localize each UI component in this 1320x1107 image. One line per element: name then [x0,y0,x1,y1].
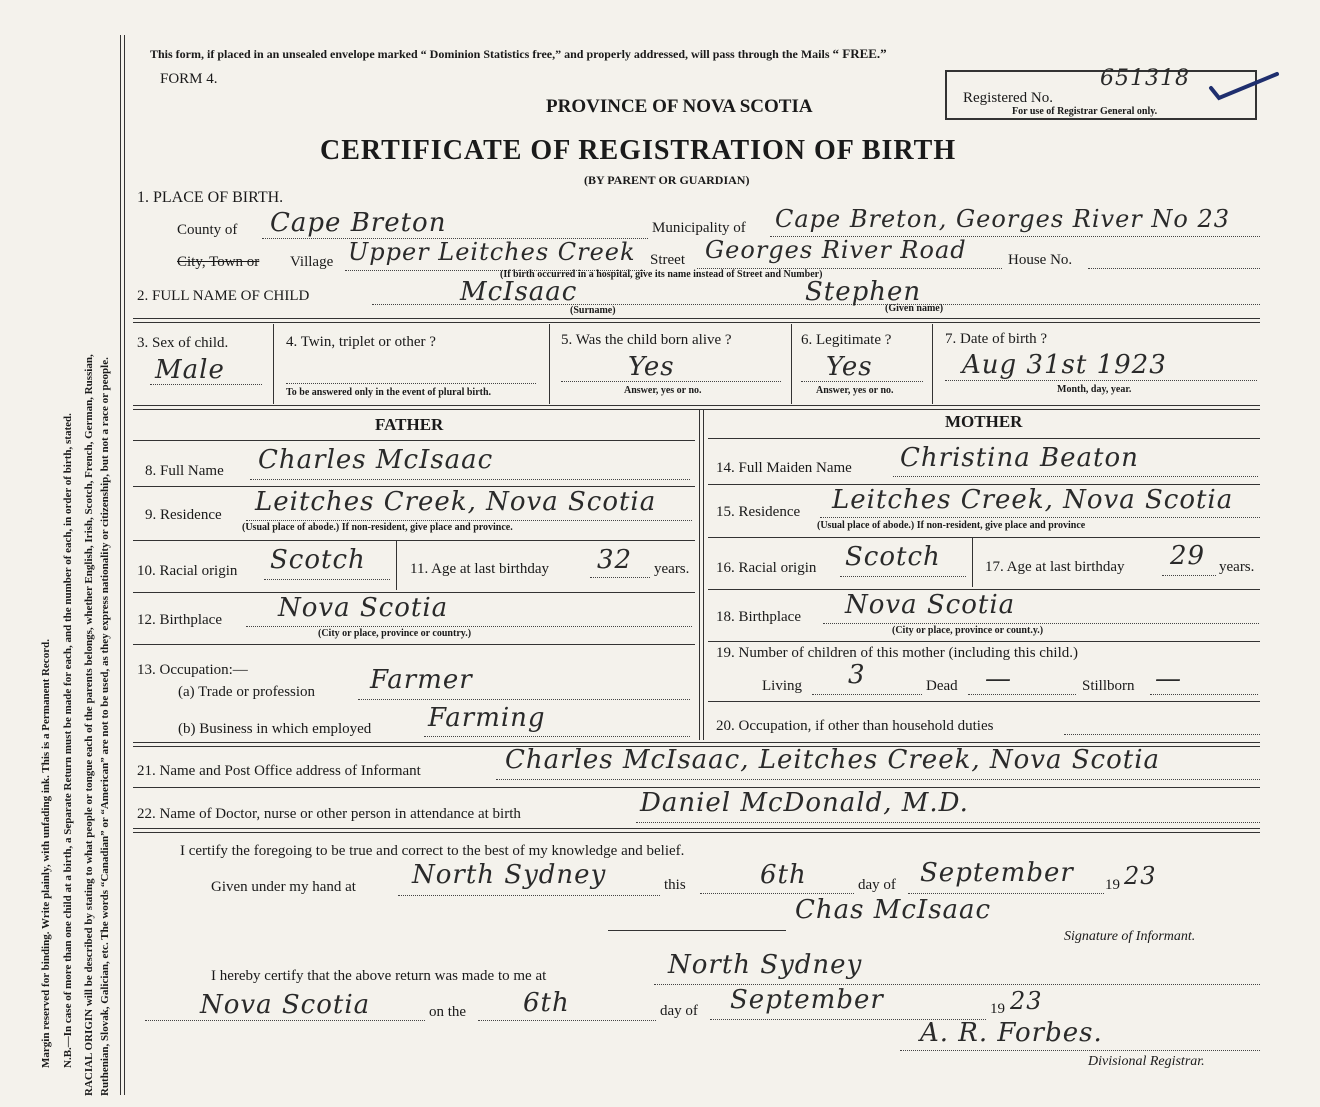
child-given-name: Stephen [805,277,922,307]
father-occupation-label: 13. Occupation:— [137,662,248,678]
registrar-year-value: 23 [1010,987,1043,1015]
mother-rule-19 [708,701,1260,702]
child-name-label: 2. FULL NAME OF CHILD [137,288,310,304]
registrar-day-value: 6th [523,988,570,1018]
county-label: County of [177,222,238,238]
father-name-line [250,479,690,480]
form-number: FORM 4. [160,71,218,87]
dead-label: Dead [926,678,958,694]
mother-race-value: Scotch [845,542,941,572]
mother-residence-value: Leitches Creek, Nova Scotia [832,485,1234,515]
father-rule-12 [133,644,695,645]
mother-occupation-line [1064,734,1260,735]
mother-age-value: 29 [1170,541,1206,571]
sex-line [150,384,262,385]
alive-label: 5. Was the child born alive ? [561,332,732,348]
registrar-place2-line [145,1020,425,1021]
alive-value: Yes [628,352,675,382]
father-residence-value: Leitches Creek, Nova Scotia [255,487,657,517]
dob-line [945,380,1257,381]
rule-after-doctor [133,828,1260,833]
mother-occupation-label: 20. Occupation, if other than household duties [716,718,994,734]
divider-6-7 [932,324,933,404]
divider-4-5 [549,324,550,404]
registrar-place-value: North Sydney [668,950,863,980]
living-label: Living [762,678,802,694]
surname-note: (Surname) [570,305,616,316]
living-value: 3 [848,660,866,690]
father-business-value: Farming [428,703,546,733]
mother-race-line [840,576,966,577]
certificate-subtitle: (BY PARENT OR GUARDIAN) [584,173,750,187]
dob-note: Month, day, year. [1057,384,1132,395]
legitimate-line [801,381,923,382]
father-rule-9 [133,540,695,541]
alive-line [561,381,781,382]
given-year-value: 23 [1124,862,1157,890]
informant-value: Charles McIsaac, Leitches Creek, Nova Scotia [505,745,1161,775]
side-note-binding: Margin reserved for binding. Write plainly, with unfading ink. This is a Permanent Record. [40,639,52,1068]
sex-value: Male [155,355,225,385]
dead-line [968,694,1076,695]
stillborn-line [1150,694,1258,695]
municipality-label: Municipality of [652,220,746,236]
city-town-label: City, Town or [177,254,260,270]
twin-note: To be answered only in the event of plural birth. [286,387,492,398]
doctor-value: Daniel McDonald, M.D. [640,788,969,818]
registered-note: For use of Registrar General only. [1012,106,1158,117]
mother-residence-label: 15. Residence [716,504,801,520]
given-under-label: Given under my hand at [211,879,356,895]
father-trade-line [358,699,690,700]
mother-heading-rule [708,438,1260,439]
signature-line-left [608,930,786,931]
stillborn-value: — [1155,664,1182,694]
divider-5-6 [791,324,792,404]
street-value: Georges River Road [705,236,967,264]
father-trade-label: (a) Trade or profession [178,684,316,700]
registrar-month-value: September [730,985,884,1015]
registrar-signature-line [900,1050,1260,1051]
father-trade-value: Farmer [370,665,473,695]
doctor-line [636,822,1260,823]
mother-residence-note: (Usual place of abode.) If non-resident, give place and province [817,520,1086,531]
father-name-value: Charles McIsaac [258,445,494,475]
house-number-line [1088,268,1260,269]
street-label: Street [650,252,685,268]
mother-heading: MOTHER [945,412,1023,431]
given-place-line [398,895,660,896]
divider-3-4 [273,324,274,404]
informant-line [496,779,1260,780]
municipality-value: Cape Breton, Georges River No 23 [775,205,1231,233]
mail-notice-free: “ FREE.” [832,46,887,61]
given-month-value: September [920,858,1074,888]
dob-label: 7. Date of birth ? [945,331,1048,347]
given-year-prefix: 19 [1105,877,1120,893]
given-day-value: 6th [760,860,807,890]
registrar-statement: I hereby certify that the above return was made to me at [211,968,547,984]
informant-signature-label: Signature of Informant. [1064,929,1196,944]
registrar-signature: A. R. Forbes. [920,1018,1103,1048]
dob-value: Aug 31st 1923 [962,350,1167,380]
dead-value: — [985,664,1012,694]
side-note-racial-origin: RACIAL ORIGIN will be described by stating to what people or tongue each of the parents belongs, whether English, Irish, Scotch, French, German, Russian, [83,354,95,1096]
given-month-line [908,893,1104,894]
mother-birthplace-note: (City or place, province or count.y.) [892,625,1044,636]
registered-number: 651318 [1100,66,1190,91]
county-value: Cape Breton [270,208,447,238]
twin-label: 4. Twin, triplet or other ? [286,334,436,350]
mother-divider-16-17 [972,537,973,587]
mother-name-label: 14. Full Maiden Name [716,460,852,476]
mother-age-label: 17. Age at last birthday [985,559,1125,575]
father-birthplace-note: (City or place, province or country.) [318,628,472,639]
father-business-label: (b) Business in which employed [178,721,372,737]
legitimate-value: Yes [826,352,873,382]
father-residence-line [246,520,692,521]
hospital-note: (If birth occurred in a hospital, give its name instead of Street and Number) [500,269,823,280]
parents-divider [699,410,704,740]
father-age-value: 32 [597,545,633,575]
informant-signature: Chas McIsaac [795,895,992,925]
father-age-label: 11. Age at last birthday [410,561,549,577]
father-residence-note: (Usual place of abode.) If non-resident, give place and province. [242,522,513,533]
checkmark-icon [1205,70,1285,110]
father-name-label: 8. Full Name [145,463,224,479]
father-birthplace-line [246,626,692,627]
mother-rule-15 [708,537,1260,538]
father-business-line [424,736,690,737]
registrar-year-prefix: 19 [990,1001,1005,1017]
father-age-line [590,577,650,578]
mother-years-label: years. [1219,559,1255,575]
registrar-day-line [478,1020,656,1021]
mother-residence-line [820,517,1260,518]
side-note-nationality: Ruthenian, Slovak, Galician, etc. The words “Canadian” or “American” are not to be used, as they express nationality or citizenship, but not a race or people. [99,357,111,1096]
village-label: Village [290,254,334,270]
house-number-label: House No. [1008,252,1073,268]
rule-before-parents [133,405,1260,410]
given-place-value: North Sydney [412,860,607,890]
given-name-note: (Given name) [885,303,944,314]
mother-age-line [1162,575,1216,576]
mother-birthplace-value: Nova Scotia [845,590,1016,620]
registrar-day-of-label: day of [660,1003,698,1019]
this-label: this [664,877,686,893]
father-years-label: years. [654,561,690,577]
mother-name-line [893,476,1258,477]
registrar-signature-label: Divisional Registrar. [1088,1054,1205,1069]
mail-notice-text: This form, if placed in an unsealed envelope marked “ Dominion Statistics free,” and properly addressed, will pass through the Mails [150,47,830,61]
father-birthplace-label: 12. Birthplace [137,612,222,628]
place-of-birth-label: 1. PLACE OF BIRTH. [137,189,284,206]
given-day-line [700,893,854,894]
father-race-label: 10. Racial origin [137,563,238,579]
legitimate-label: 6. Legitimate ? [801,332,892,348]
village-value: Upper Leitches Creek [348,238,636,266]
margin-rule [120,35,125,1095]
given-day-of-label: day of [858,877,896,893]
mother-rule-18 [708,641,1260,642]
father-divider-10-11 [396,540,397,590]
certify-statement: I certify the foregoing to be true and correct to the best of my knowledge and belief. [180,843,685,859]
father-heading: FATHER [375,415,444,434]
registered-label: Registered No. [963,90,1053,106]
child-surname: McIsaac [460,277,578,307]
father-race-value: Scotch [270,545,366,575]
alive-note: Answer, yes or no. [624,385,702,396]
province-heading: PROVINCE OF NOVA SCOTIA [546,96,813,117]
certificate-title: CERTIFICATE OF REGISTRATION OF BIRTH [320,135,957,166]
father-residence-label: 9. Residence [145,507,222,523]
father-birthplace-value: Nova Scotia [278,593,449,623]
mother-birthplace-line [823,623,1259,624]
mother-name-value: Christina Beaton [900,443,1139,473]
informant-label: 21. Name and Post Office address of Informant [137,763,421,779]
on-the-label: on the [429,1004,467,1020]
mother-race-label: 16. Racial origin [716,560,817,576]
stillborn-label: Stillborn [1082,678,1135,694]
rule-after-name [133,318,1260,323]
mother-birthplace-label: 18. Birthplace [716,609,801,625]
mother-children-label: 19. Number of children of this mother (including this child.) [716,645,1079,661]
living-line [812,694,922,695]
side-note-multiple-births: N.B.—In case of more than one child at a birth, a Separate Return must be made for each, and the number of each, in order of birth, stated. [62,413,74,1068]
doctor-label: 22. Name of Doctor, nurse or other person in attendance at birth [137,806,521,822]
registrar-place2-value: Nova Scotia [200,990,371,1020]
legitimate-note: Answer, yes or no. [816,385,894,396]
sex-label: 3. Sex of child. [137,335,229,351]
twin-line [286,383,536,384]
father-heading-rule [133,440,695,441]
mail-notice [150,46,887,62]
father-race-line [264,579,390,580]
